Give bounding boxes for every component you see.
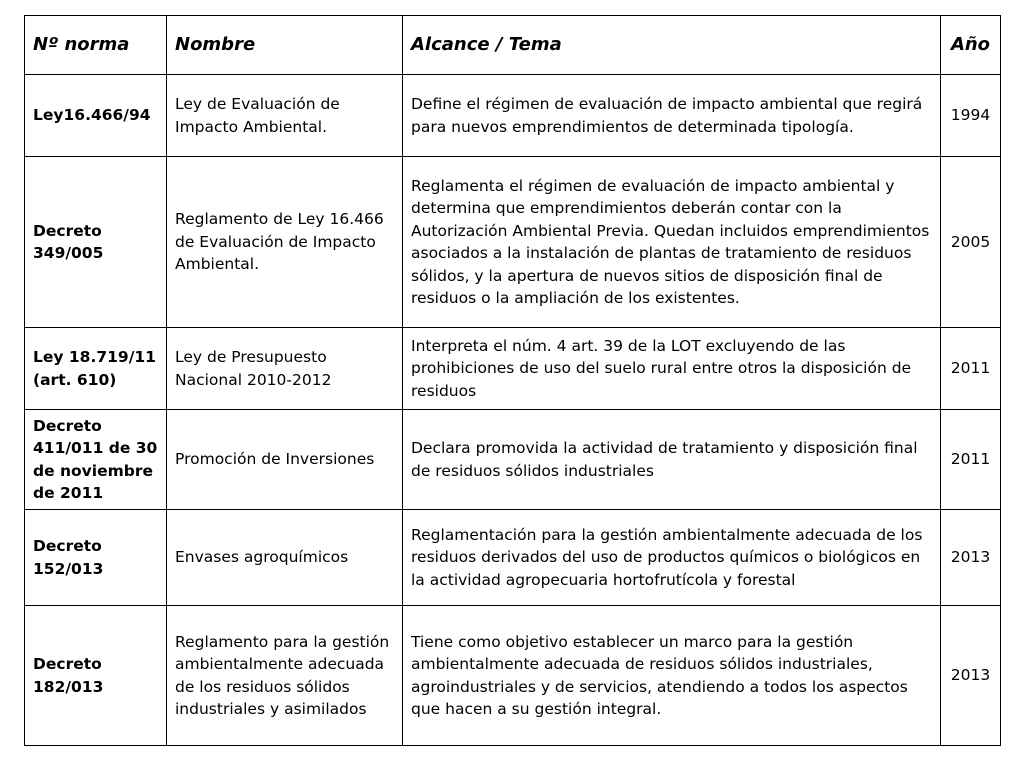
- cell-nombre: Reglamento de Ley 16.466 de Evaluación de Impacto Ambiental.: [167, 157, 403, 328]
- cell-anio: 2013: [941, 606, 1001, 746]
- cell-anio: 2011: [941, 328, 1001, 410]
- cell-alcance: Declara promovida la actividad de tratamiento y disposición final de residuos sólidos industriales: [403, 410, 941, 510]
- header-alcance: Alcance / Tema: [403, 16, 941, 75]
- table-row: [25, 510, 1001, 606]
- cell-alcance: Reglamenta el régimen de evaluación de impacto ambiental y determina que emprendimientos deberán contar con la Autorización Ambiental Previa. Quedan incluidos emprendimientos asociados a la instalación de plantas de tratamiento de residuos sólidos, y la apertura de nuevos sitios de disposición final de residuos o la ampliación de los existentes.: [403, 157, 941, 328]
- table-row: [25, 157, 1001, 328]
- header-norma: Nº norma: [25, 16, 167, 75]
- cell-nombre: Promoción de Inversiones: [167, 410, 403, 510]
- cell-norma: Decreto 349/005: [25, 157, 167, 328]
- table-row: [25, 75, 1001, 157]
- table-row: [25, 606, 1001, 746]
- cell-nombre: Ley de Presupuesto Nacional 2010-2012: [167, 328, 403, 410]
- cell-anio: 2005: [941, 157, 1001, 328]
- header-row: [25, 16, 1001, 75]
- table-row: [25, 410, 1001, 510]
- cell-norma: Ley 18.719/11 (art. 610): [25, 328, 167, 410]
- cell-alcance: Reglamentación para la gestión ambientalmente adecuada de los residuos derivados del uso de productos químicos o biológicos en la actividad agropecuaria hortofrutícola y forestal: [403, 510, 941, 606]
- cell-norma: Ley16.466/94: [25, 75, 167, 157]
- table-row: [25, 328, 1001, 410]
- cell-norma: Decreto 411/011 de 30 de noviembre de 2011: [25, 410, 167, 510]
- cell-anio: 2011: [941, 410, 1001, 510]
- cell-norma: Decreto 182/013: [25, 606, 167, 746]
- cell-alcance: Define el régimen de evaluación de impacto ambiental que regirá para nuevos emprendimientos de determinada tipología.: [403, 75, 941, 157]
- cell-nombre: Envases agroquímicos: [167, 510, 403, 606]
- regulations-table: [24, 15, 1001, 746]
- cell-alcance: Interpreta el núm. 4 art. 39 de la LOT excluyendo de las prohibiciones de uso del suelo rural entre otros la disposición de residuos: [403, 328, 941, 410]
- header-anio: Año: [941, 16, 1001, 75]
- cell-anio: 2013: [941, 510, 1001, 606]
- cell-nombre: Reglamento para la gestión ambientalmente adecuada de los residuos sólidos industriales y asimilados: [167, 606, 403, 746]
- cell-anio: 1994: [941, 75, 1001, 157]
- cell-nombre: Ley de Evaluación de Impacto Ambiental.: [167, 75, 403, 157]
- cell-alcance: Tiene como objetivo establecer un marco para la gestión ambientalmente adecuada de residuos sólidos industriales, agroindustriales y de servicios, atendiendo a todos los aspectos que hacen a su gestión integral.: [403, 606, 941, 746]
- cell-norma: Decreto 152/013: [25, 510, 167, 606]
- header-nombre: Nombre: [167, 16, 403, 75]
